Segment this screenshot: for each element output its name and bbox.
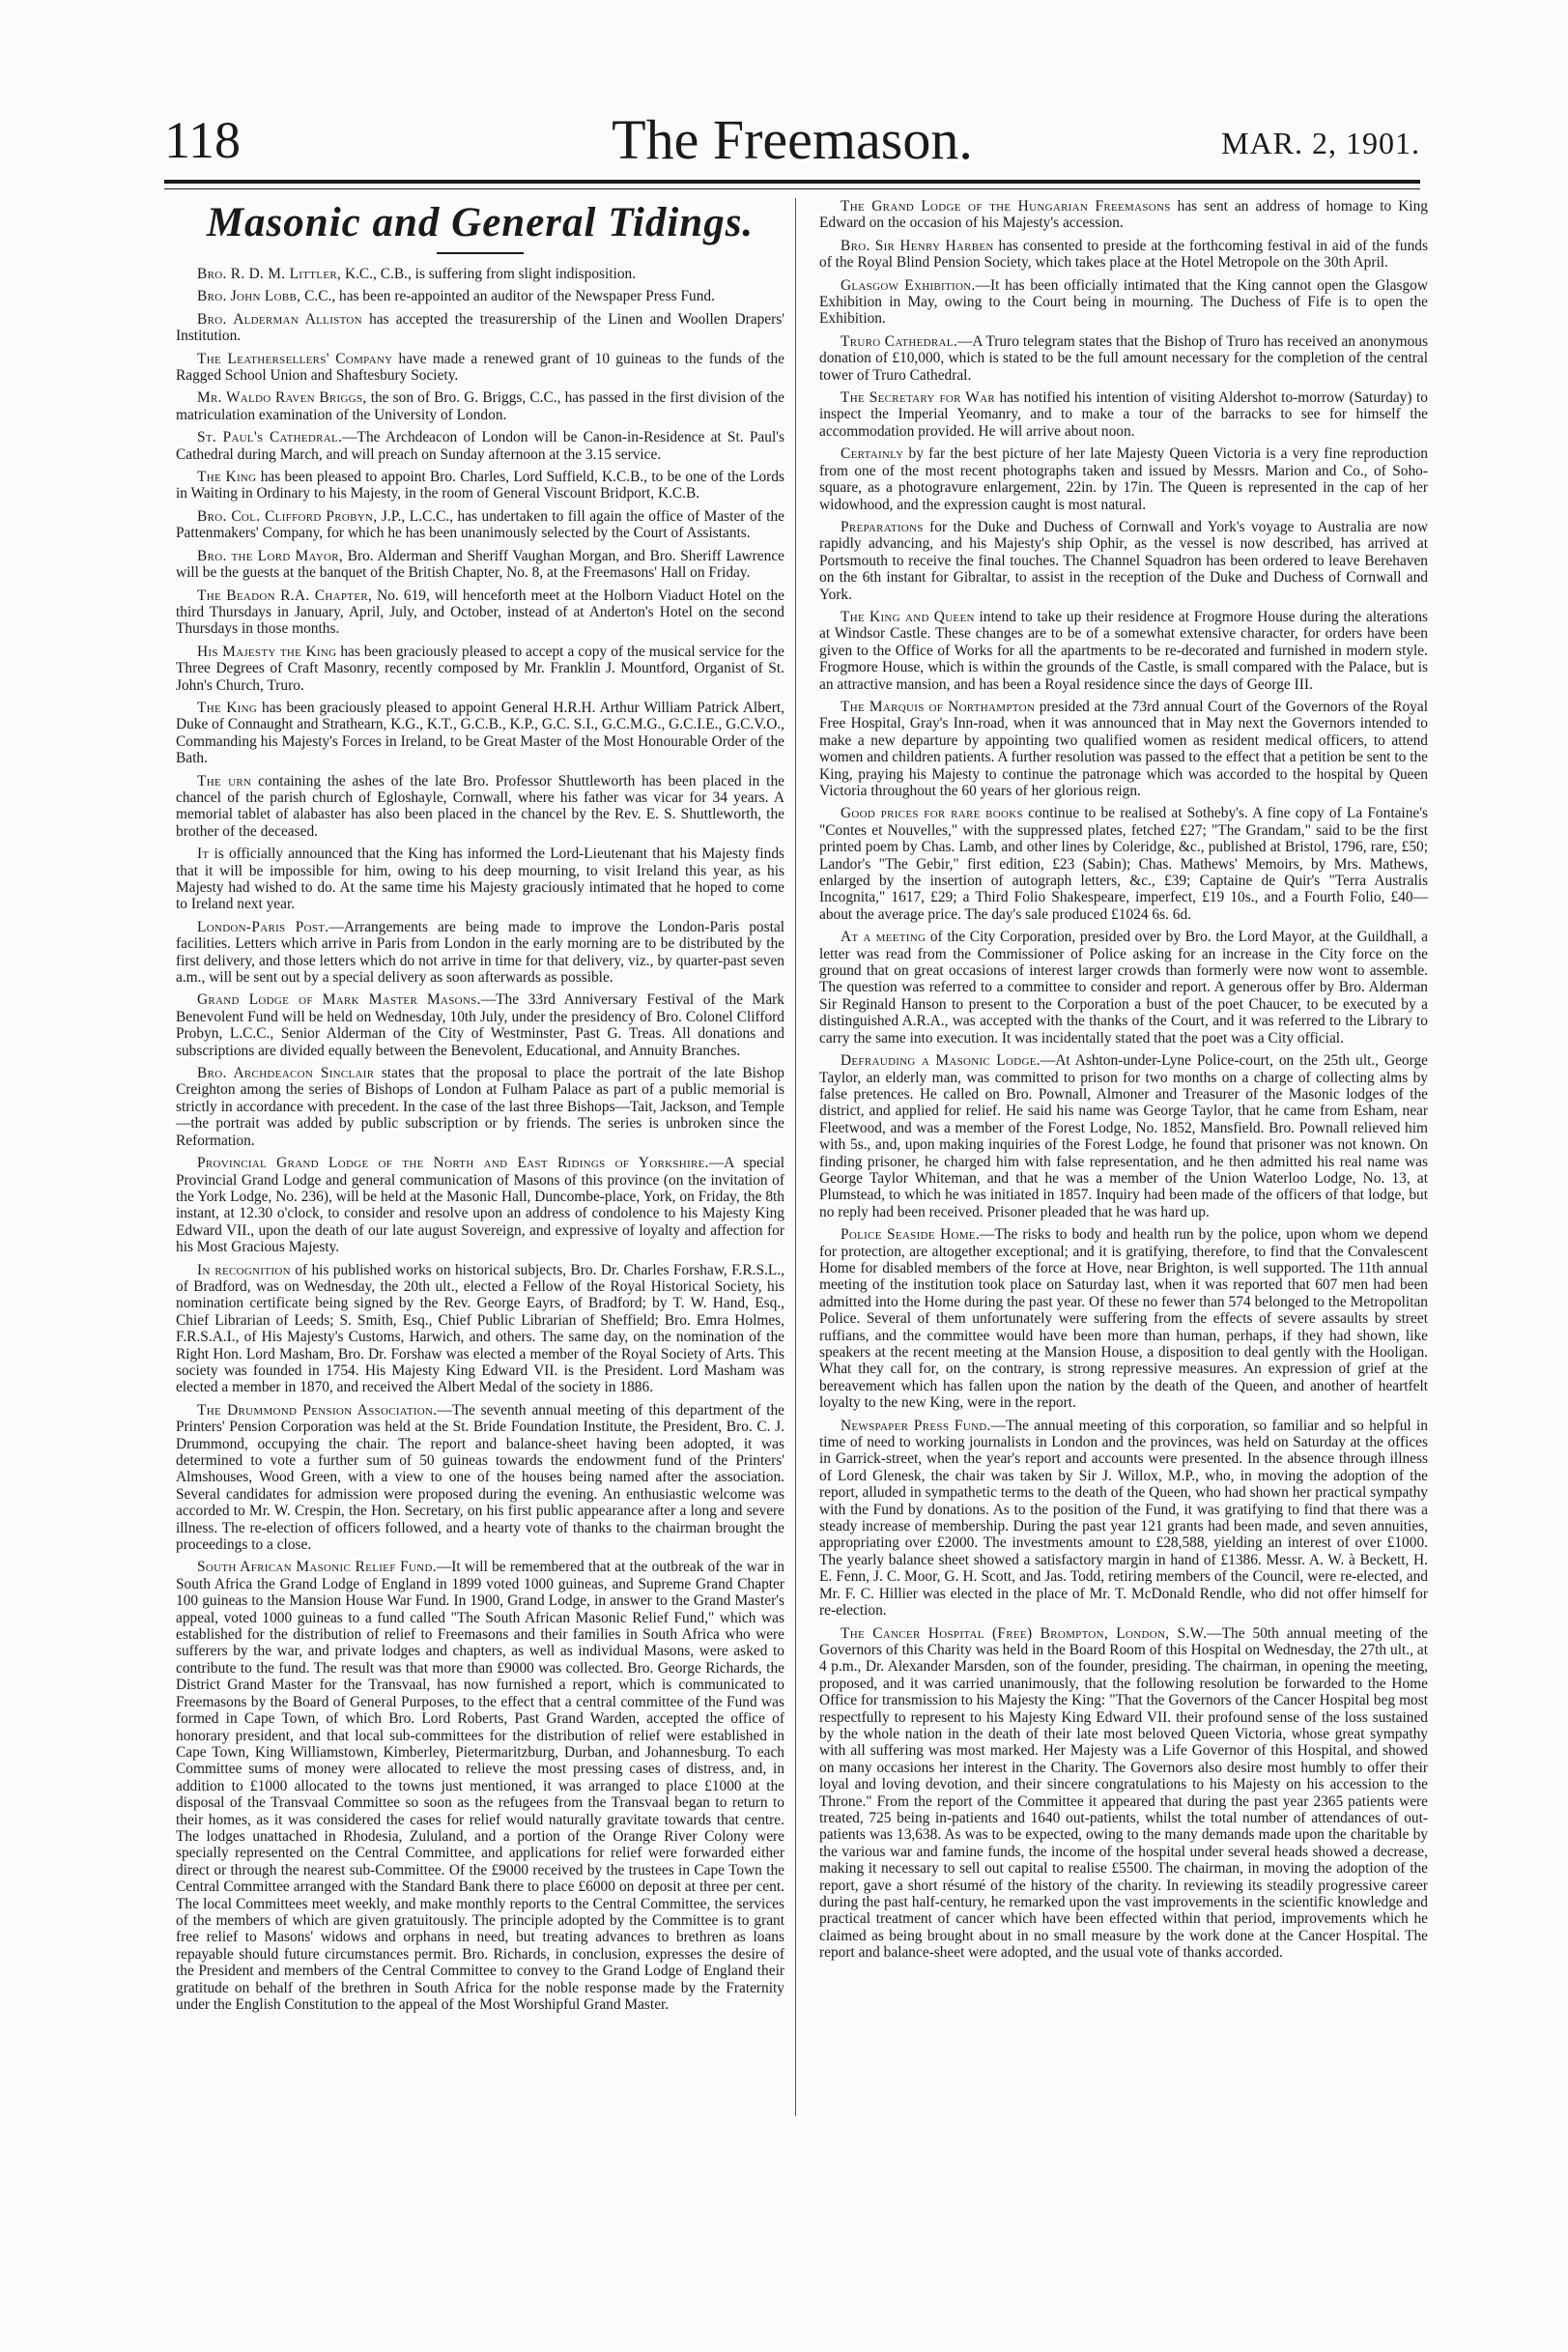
news-item-body: for the Duke and Duchess of Cornwall and York's voyage to Australia are now rapidly advancing, and his Majesty's ship Ophir, as the vessel is now described, has arrived at Portsmouth to receive the final touches. The Channel Squadron has been ordered to leave Berehaven on the 6th instant for Gibraltar, to assist in the reception of the Duke and Duchess of Cornwall and York. <box>819 518 1428 603</box>
news-item-lead: Defrauding a Masonic Lodge. <box>841 1052 1041 1070</box>
news-item-lead: The Marquis of Northampton <box>841 698 1036 715</box>
news-item-body: —The seventh annual meeting of this department of the Printers' Pension Corporation was held at the St. Bride Foundation Institute, the President, Bro. C. J. Drummond, occupying the chair. The report and balance-sheet having been adopted, it was determined to vote a further sum of 50 guineas towards the endowment fund of the Printers' Almshouses, Wood Green, with a view to one of the houses being named after the association. Several candidates for admission were proposed during the evening. An enthusiastic welcome was accorded to Mr. W. Crespin, the Hon. Secretary, on his first public appearance after a long and severe illness. The re-election of officers followed, and a hearty vote of thanks to the chairman brought the proceedings to a close. <box>176 1401 784 1554</box>
news-item-lead: The King <box>197 699 258 716</box>
news-item <box>176 1065 784 1149</box>
news-item <box>819 1625 1428 1962</box>
news-item <box>176 588 784 638</box>
news-item-lead: Certainly <box>841 445 904 463</box>
news-item-body: J.P., L.C.C., has undertaken to fill again the office of Master of the Pattenmakers' Company, for which he has been unanimously selected by the Court of Assistants. <box>176 507 784 542</box>
news-item-body: —The Archdeacon of London will be Canon-in-Residence at St. Paul's Cathedral during March, and will preach on Sunday afternoon at the 3.15 service. <box>176 429 784 463</box>
news-item-lead: Preparations <box>841 518 924 535</box>
news-item <box>819 1418 1428 1620</box>
section-title-rule <box>437 252 524 254</box>
news-item-body: has sent an address of homage to King Edward on the occasion of his Majesty's accession. <box>819 198 1428 232</box>
news-item <box>176 1559 784 2013</box>
news-item <box>819 389 1428 440</box>
news-item <box>176 919 784 987</box>
news-item-lead: Good prices for rare books <box>841 805 1023 822</box>
column-divider <box>795 198 796 2116</box>
news-item <box>176 846 784 913</box>
masthead <box>164 106 1420 178</box>
news-item <box>176 1402 784 1554</box>
news-item <box>176 351 784 385</box>
news-item-body: —The 50th annual meeting of the Governors of this Charity was held in the Board Room of this Hospital on Wednesday, the 27th ult., at 4 p.m., Dr. Alexander Marsden, son of the founder, presiding. The chairman, in opening the meeting, proposed, and it was carried unanimously, that the following resolution be forwarded to the Home Office for transmission to his Majesty the King: "That the Governors of the Cancer Hospital beg most respectfully to represent to his Majesty King Edward VII. their profound sense of the loss sustained by the whole nation in the death of their late most beloved Queen Victoria, whose great sympathy with all suffering was most marked. Her Majesty was a Life Governor of this Hospital, and showed on many occasions her interest in the Charity. The Governors also desire most humbly to offer their loyal and loving devotion, and their sincere congratulations to his Majesty on his accession to the Throne." From the report of the Committee it appeared that during the past year 2365 patients were treated, 725 being in-patients and 1640 out-patients, whilst the total number of attendances of out-patients was 13,638. As was to be expected, owing to the many demands made upon the charitable by the various war and famine funds, the income of the hospital under several heads showed a decrease, making it necessary to sell out capital to realise £5500. The chairman, in moving the adoption of the report, gave a short résumé of the history of the charity. In reviewing its steadily progressive career during the past half-century, he remarked upon the vast improvements in the scientific knowledge and practical treatment of cancer which have been effected within that period, improvements which he claimed as being brought about in no small measure by the work done at the Cancer Hospital. The report and balance-sheet were adopted, and the usual vote of thanks accorded. <box>819 1624 1428 1962</box>
news-item <box>176 991 784 1059</box>
news-item <box>819 333 1428 384</box>
news-item-lead: Bro. R. D. M. Littler, <box>197 266 342 282</box>
news-item-lead: The Leathersellers' Company <box>197 350 393 367</box>
news-item-lead: Mr. Waldo Raven Briggs, <box>197 389 367 407</box>
news-item-body: containing the ashes of the late Bro. Professor Shuttleworth has been placed in the chancel of the parish church of Egloshayle, Cornwall, where his father was vicar for 34 years. A memorial tablet of alabaster has also been placed in the chancel by the Rev. E. S. Shuttleworth, the brother of the deceased. <box>176 772 784 840</box>
news-item <box>176 266 784 282</box>
news-item <box>176 389 784 423</box>
news-item <box>819 198 1428 232</box>
newspaper-title: The Freemason. <box>612 108 973 171</box>
news-item <box>176 700 784 767</box>
news-item-lead: The Drummond Pension Association. <box>197 1401 438 1419</box>
news-item-lead: The urn <box>197 772 252 789</box>
news-item <box>819 699 1428 799</box>
right-column <box>819 198 1428 1967</box>
news-item-body: has accepted the treasurership of the Linen and Woollen Drapers' Institution. <box>176 310 784 345</box>
news-item-lead: The King <box>197 469 257 486</box>
news-item-body: Bro. Alderman and Sheriff Vaughan Morgan, and Bro. Sheriff Lawrence will be the guests at the banquet of the British Chapter, No. 8, at the Freemasons' Hall on Friday. <box>176 547 784 582</box>
news-item-lead: Bro. Sir Henry Harben <box>841 237 994 254</box>
news-item-lead: In recognition <box>197 1261 291 1278</box>
news-item <box>176 1262 784 1396</box>
news-item-lead: The Grand Lodge of the Hungarian Freemasons <box>841 198 1171 215</box>
news-item-body: has been graciously pleased to accept a copy of the musical service for the Three Degrees of Craft Masonry, recently composed by Mr. Franklin J. Mountford, Organist of St. John's Church, Truro. <box>176 643 785 694</box>
news-item <box>176 773 784 841</box>
news-item <box>176 469 784 502</box>
news-item-lead: The Beadon R.A. Chapter, <box>197 587 373 604</box>
news-item <box>819 929 1428 1047</box>
news-item-lead: Bro. Alderman Alliston <box>197 310 362 328</box>
news-item-body: K.C., C.B., is suffering from slight indisposition. <box>341 266 637 282</box>
news-item-lead: Grand Lodge of Mark Master Masons. <box>197 991 481 1009</box>
masthead-rule-thick <box>164 180 1420 184</box>
news-item-lead: Bro. Col. Clifford Probyn, <box>197 507 378 525</box>
news-item <box>176 548 784 582</box>
news-item-body: intend to take up their residence at Frogmore House during the alterations at Windsor Castle. These changes are to be of a somewhat extensive character, for orders have been given to the Office of Works for all the apartments to be re-decorated and furnished in modern style. Frogmore House, which is within the grounds of the Castle, is small compared with the Palace, but is an attractive mansion, and has been a Royal residence since the days of George III. <box>819 608 1428 693</box>
news-item-body: states that the proposal to place the portrait of the late Bishop Creighton among the series of Bishops of London at Fulham Palace as part of a public memorial is strictly in accordance with precedent. In the case of the last three Bishops—Tait, Jackson, and Temple—the portrait was added by public subscription or by friends. The series is unbroken since the Reformation. <box>176 1065 785 1149</box>
news-item-lead: The Cancer Hospital (Free) Brompton, London, S.W. <box>841 1624 1208 1642</box>
news-item-body: has been graciously pleased to appoint General H.R.H. Arthur William Patrick Albert, Duke of Connaught and Strathearn, K.G., K.T., G.C.B., K.P., G.C. S.I., G.C.M.G., G.C.I.E., G.C.V.O., Commanding his Majesty's Forces in Ireland, to be Great Master of the Most Honourable Order of the Bath. <box>176 699 784 767</box>
news-item-lead: South African Masonic Relief Fund. <box>197 1559 437 1576</box>
news-item-lead: The Secretary for War <box>841 389 996 407</box>
news-item-lead: Provincial Grand Lodge of the North and East Ridings of Yorkshire. <box>197 1155 709 1172</box>
news-item <box>819 445 1428 513</box>
news-item-lead: Glasgow Exhibition. <box>841 276 976 294</box>
news-item-body: by far the best picture of her late Majesty Queen Victoria is a very fine reproduction from one of the most recent photographs taken and issued by Messrs. Marion and Co., of Soho-square, as a photogravure enlargement, 22in. by 17in. The Queen is represented in the cap of her widowhood, and the expression caught is most natural. <box>819 445 1428 513</box>
news-item <box>176 311 784 345</box>
news-item-body: is officially announced that the King has informed the Lord-Lieutenant that his Majesty finds that it will be impossible for him, owing to his deep mourning, to visit Ireland this year, as his Majesty had wished to do. At the same time his Majesty graciously intimated that he hoped to come to Ireland next year. <box>176 846 784 913</box>
news-item-lead: His Majesty the King <box>197 643 337 660</box>
news-item-body: has notified his intention of visiting Aldershot to-morrow (Saturday) to inspect the Imperial Yeomanry, and to make a tour of the barracks to see for himself the accommodation provided. He will arrive about noon. <box>819 389 1428 440</box>
news-item-body: —It will be remembered that at the outbreak of the war in South Africa the Grand Lodge of England in 1899 voted 1000 guineas, and Supreme Grand Chapter 100 guineas to the Mansion House War Fund. In 1900, Grand Lodge, in answer to the Grand Master's appeal, voted 1000 guineas to a fund called "The South African Masonic Relief Fund," which was established for the distribution of relief to Freemasons and their families in South Africa who were sufferers by the war, and private lodges and chapters, as well as individual Masons, were asked to contribute to the fund. The result was that more than £9000 was collected. Bro. George Richards, the District Grand Master for the Transvaal, has now furnished a report, which is communicated to Freemasons by the Board of General Purposes, to the effect that a central committee of the Fund was formed in Cape Town, of which Bro. Lord Roberts, Past Grand Warden, accepted the office of honorary president, and that local sub-committees for the distribution of relief were established in Cape Town, King Williamstown, Kimberley, Pietermaritzburg, Durban, and Johannesburg. To each Committee sums of money were allocated to relieve the most pressing cases of distress, and, in addition to £1000 allocated to the towns just mentioned, it was arranged to place £1000 at the disposal of the Transvaal Committee so soon as the refugees from the Transvaal began to return to their homes, as it was considered the cases for relief would naturally gravitate towards that centre. The lodges unattached in Rhodesia, Zululand, and a portion of the Orange River Colony were specially represented on the Central Committee, and applications for relief were forwarded either direct or through the nearest sub-Committee. Of the £9000 received by the trustees in Cape Town the Central Committee arranged with the Standard Bank there to place £6000 on deposit at three per cent. The local Committees meet weekly, and make monthly reports to the Central Committee, the services of the members of which are given gratuitously. The principle adopted by the Committee is to grant free relief to Masons' widows and orphans in need, but treating advances to brethren as loans repayable should future circumstances permit. Bro. Richards, in conclusion, expresses the desire of the President and members of the Central Committee to convey to the Grand Lodge of England their gratitude on behalf of the brethren in South Africa for the noble response made by the Fraternity under the English Constitution to the appeal of the Most Worshipful Grand Master. <box>176 1559 784 2013</box>
news-item-lead: London-Paris Post. <box>197 918 329 935</box>
news-item-body: No. 619, will henceforth meet at the Holborn Viaduct Hotel on the third Thursdays in January, April, July, and October, instead of at Anderton's Hotel on the second Thursdays in those months. <box>176 587 784 638</box>
news-item-body: —It has been officially intimated that the King cannot open the Glasgow Exhibition in May, owing to the Court being in mourning. The Duchess of Fife is to open the Exhibition. <box>819 276 1428 328</box>
news-item-body: the son of Bro. G. Briggs, C.C., has passed in the first division of the matriculation examination of the University of London. <box>176 389 784 423</box>
news-item <box>819 805 1428 923</box>
news-item-lead: Bro. John Lobb, <box>197 288 301 305</box>
news-item <box>176 429 784 463</box>
news-item <box>819 519 1428 603</box>
news-item-body: —A special Provincial Grand Lodge and general communication of Masons of this province (on the invitation of the York Lodge, No. 236), will be held at the Masonic Hall, Duncombe-place, York, on Friday, the 8th instant, at 12.30 o'clock, to consider and resolve upon an address of condolence to his Majesty King Edward VII., upon the death of our late august Sovereign, and expressive of loyalty and affection for his Most Gracious Majesty. <box>176 1155 785 1256</box>
news-item-lead: The King and Queen <box>841 608 975 625</box>
section-title: Masonic and General Tidings. <box>206 200 755 245</box>
news-item-lead: It <box>197 846 210 863</box>
news-item-body: —At Ashton-under-Lyne Police-court, on the 25th ult., George Taylor, an elderly man, was committed to prison for two months on a charge of collecting alms by false pretences. He called on Bro. Pownall, Almoner and Treasurer of the Masonic lodges of the district, and applied for relief. He said his name was George Taylor, that he came from Esham, near Fleetwood, and was a member of the Forest Lodge, No. 1852, Mansfield. Bro. Pownall relieved him with 5s., and, upon making inquiries of the Forest Lodge, he found that prisoner was not known. On finding prisoner, he charged him with false representation, and he then admitted his real name was George Taylor Whiteman, and that he was a member of the Union Waterloo Lodge, No. 13, at Plumstead, to which he was initiated in 1857. Inquiry had been made of the officers of that lodge, but no reply had been received. Prisoner pleaded that he was hard up. <box>819 1052 1428 1220</box>
news-item <box>819 238 1428 272</box>
news-item-body: C.C., has been re-appointed an auditor of the Newspaper Press Fund. <box>300 288 715 305</box>
news-item-lead: Bro. the Lord Mayor, <box>197 547 344 564</box>
news-item <box>819 277 1428 328</box>
news-item <box>819 1226 1428 1411</box>
news-item-lead: St. Paul's Cathedral. <box>197 429 343 446</box>
news-item-body: has consented to preside at the forthcoming festival in aid of the funds of the Royal Blind Pension Society, which takes place at the Hotel Metropole on the 30th April. <box>819 237 1428 272</box>
news-item-body: —A Truro telegram states that the Bishop of Truro has received an anonymous donation of £10,000, which is stated to be the full amount necessary for the completion of the central tower of Truro Cathedral. <box>819 332 1428 384</box>
news-item-body: —Arrangements are being made to improve the London-Paris postal facilities. Letters which arrive in Paris from London in the early morning are to be distributed by the first delivery, and those letters which do not arrive in time for that delivery, viz., by quarter-past seven a.m., will be sent out by a special delivery as soon afterwards as possible. <box>176 918 784 987</box>
news-item-body: has been pleased to appoint Bro. Charles, Lord Suffield, K.C.B., to be one of the Lords in Waiting in Ordinary to his Majesty, in the room of General Viscount Bridport, K.C.B. <box>176 469 784 502</box>
news-item-lead: Police Seaside Home. <box>841 1226 981 1244</box>
news-item-body: presided at the 73rd annual Court of the Governors of the Royal Free Hospital, Gray's Inn-road, when it was announced that in May next the Governors intended to make a new departure by appointing two qualified women as resident medical officers, to attend women and children patients. A further resolution was passed to the effect that a petition be sent to the King, praying his Majesty to continue the patronage which was accorded to the hospital by Queen Victoria throughout the 60 years of her glorious reign. <box>819 698 1428 799</box>
news-item-body: —The annual meeting of this corporation, so familiar and so helpful in time of need to working journalists in London and the provinces, was held on Saturday at the offices in Garrick-street, when the year's report and accounts were presented. In the absence through illness of Lord Glenesk, the chair was taken by Sir J. Willox, M.P., who, in moving the adoption of the report, alluded in sympathetic terms to the death of the Queen, who had shown her practical sympathy with the Fund by donations. As to the position of the Fund, it was gratifying to find that there was a steady increase of membership. During the past year 121 grants had been made, and seven annuities, appropriating over £2000. The investments amount to £28,588, yielding an interest of over £1000. The yearly balance sheet showed a satisfactory margin in hand of £1386. Messr. A. W. à Beckett, H. E. Fenn, J. C. Moor, G. H. Scott, and Jas. Todd, retiring members of the Council, were re-elected, and Mr. F. C. Hillier was elected in the place of Mr. T. McDonald Rendle, who did not offer himself for re-election. <box>819 1417 1428 1620</box>
news-item <box>176 1155 784 1255</box>
news-item <box>819 1052 1428 1220</box>
news-item-body: —The 33rd Anniversary Festival of the Mark Benevolent Fund will be held on Wednesday, 10th July, under the presidency of Bro. Colonel Clifford Probyn, L.C.C., Senior Alderman of the City of Westminster, Past G. Treas. All donations and subscriptions are divided equally between the Benevolent, Educational, and Annuity Branches. <box>176 991 784 1059</box>
news-item-body: of the City Corporation, presided over by Bro. the Lord Mayor, at the Guildhall, a letter was read from the Commissioner of Police asking for an increase in the City force on the ground that on great occasions of interest larger crowds than formerly were now wont to assemble. The question was referred to a committee to consider and report. A generous offer by Bro. Alderman Sir Reginald Hanson to present to the Corporation a bust of the poet Chaucer, to be executed by a distinguished A.R.A., was accepted with the thanks of the Court, and it was referred to the Library to carry the same into execution. It was incidentally stated that the poet was a City official. <box>819 929 1429 1047</box>
news-item-lead: Bro. Archdeacon Sinclair <box>197 1065 375 1082</box>
news-item-lead: Newspaper Press Fund. <box>841 1417 991 1434</box>
issue-date: MAR. 2, 1901. <box>1221 126 1420 160</box>
news-item <box>176 508 784 542</box>
news-item-body: have made a renewed grant of 10 guineas to the funds of the Ragged School Union and Shaftesbury Society. <box>176 350 784 385</box>
news-item-body: of his published works on historical subjects, Bro. Dr. Charles Forshaw, F.R.S.L., of Bradford, was on Wednesday, the 20th ult., elected a Fellow of the Royal Historical Society, his nomination certificate being signed by the Rev. George Eayrs, of Bradford; by T. W. Hand, Esq., Chief Librarian of Leeds; S. Smith, Esq., Chief Public Librarian of Sheffield; Bro. Emra Holmes, F.R.S.A.I., of His Majesty's Customs, Harwich, and others. The same day, on the nomination of the Right Hon. Lord Masham, Bro. Dr. Forshaw was elected a member of the Royal Society of Arts. This society was founded in 1754. His Majesty King Edward VII. is the President. Lord Masham was elected a member in 1870, and received the Albert Medal of the society in 1886. <box>176 1261 784 1396</box>
left-column <box>176 198 784 2019</box>
news-item-lead: At a meeting <box>841 929 927 946</box>
news-item-body: continue to be realised at Sotheby's. A fine copy of La Fontaine's "Contes et Nouvelles," with the suppressed plates, fetched £27; "The Grandam," said to be the first printed poem by Chas. Lamb, and other lines by Coleridge, &c., published at Bristol, 1796, rare, £50; Landor's "The Gebir," first edition, £23 (Sabin); Chas. Mathews' Memoirs, by Mrs. Mathews, enlarged by the insertion of autograph letters, &c., £39; Captaine de Quir's "Terra Australis Incognita," 1617, £29; a Third Folio Shakespeare, imperfect, £19 10s., and a Fourth Folio, £40—about the average price. The day's sale produced £1024 6s. 6d. <box>819 805 1428 923</box>
page-number: 118 <box>164 111 241 169</box>
news-item <box>819 609 1428 693</box>
news-item <box>176 644 784 694</box>
news-item <box>176 288 784 304</box>
news-item-lead: Truro Cathedral. <box>841 332 957 350</box>
masthead-rule-thin <box>164 188 1420 189</box>
news-item-body: —The risks to body and health run by the police, upon whom we depend for protection, are altogether exceptional; and it is gratifying, therefore, to find that the Convalescent Home for disabled members of the force at Hove, near Brighton, is well supported. The 11th annual meeting of the institution took place on Saturday last, when it was reported that 607 men had been admitted into the Home during the past year. Of these no fewer than 574 belonged to the Metropolitan Police. Several of them unfortunately were suffering from the effects of severe assaults by street ruffians, and the committee would have been more than human, perhaps, if they had shown, like speakers at the recent meeting at the Mansion House, a disposition to deal gently with the Hooligan. What they call for, on the contrary, is strong repressive measures. An expression of grief at the bereavement which has fallen upon the nation by the death of the Queen, and another of heartfelt loyalty to the new King, were in the report. <box>819 1226 1428 1412</box>
